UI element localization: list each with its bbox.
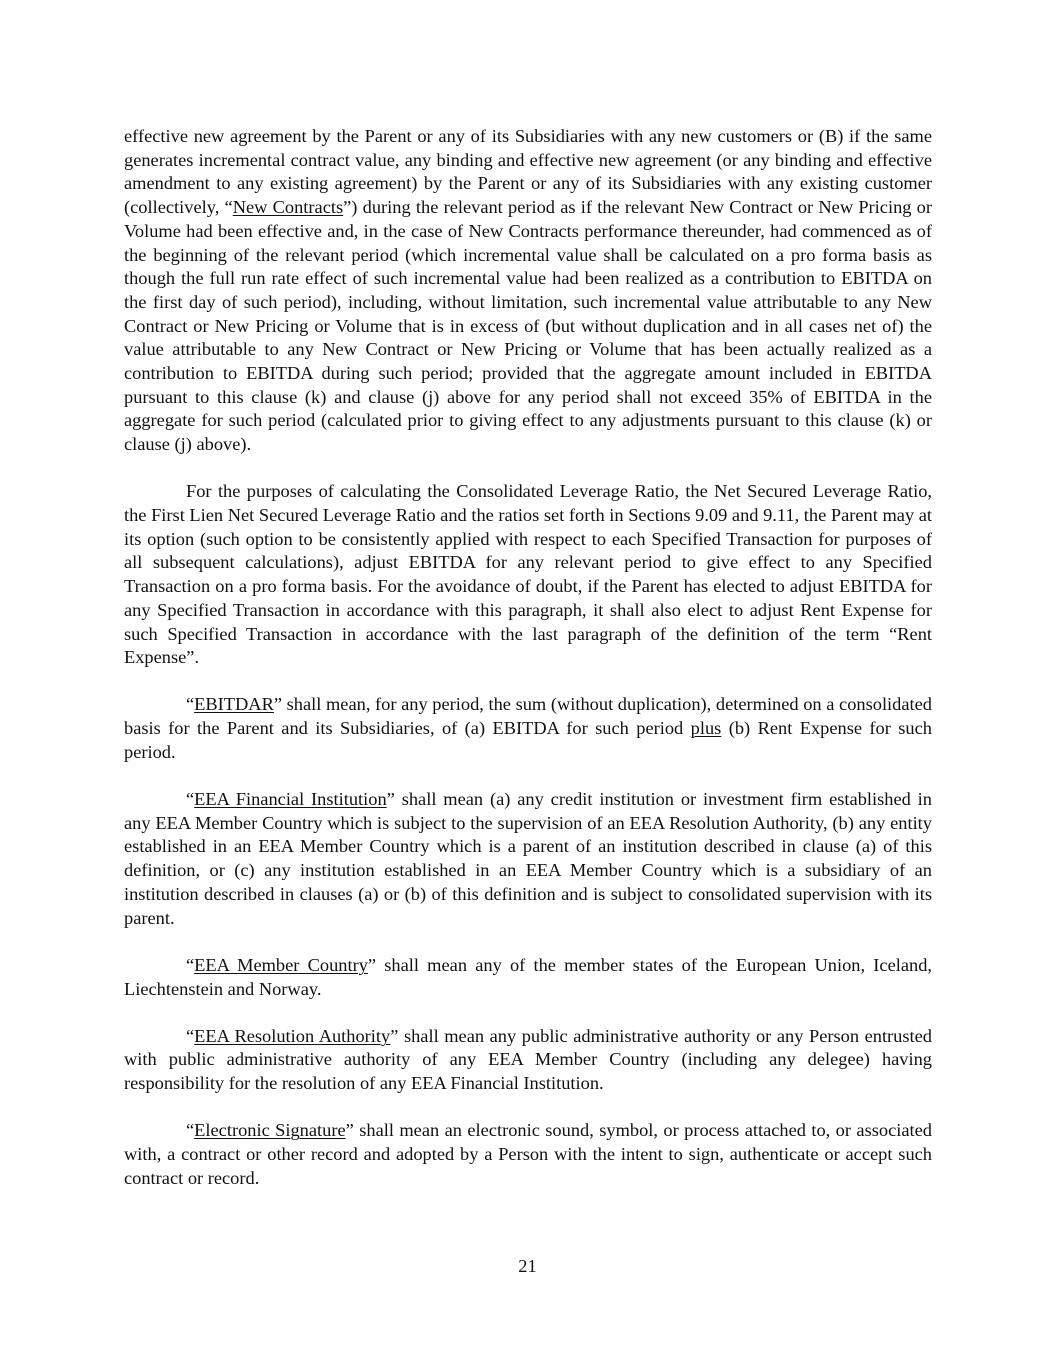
definition-ebitdar: “EBITDAR” shall mean, for any period, the sum (without duplication), determined on a consolidated basis for the Parent and its Subsidiaries, of (a) EBITDA for such period plus (b) Rent Expense for such period. — [124, 694, 932, 762]
definition-eea-member-country: “EEA Member Country” shall mean any of the member states of the European Union, Iceland, Liechtenstein and Norway. — [124, 954, 932, 999]
defined-term: New Contracts — [232, 197, 344, 218]
definition-eea-resolution-authority: “EEA Resolution Authority” shall mean any public administrative authority or any Person entrusted with public administrative authority of any EEA Member Country (including any delegee) having responsibility for the resolution of any EEA Financial Institution. — [124, 1025, 932, 1094]
defined-term: EBITDAR — [194, 694, 274, 715]
paragraph-new-contracts-continuation: effective new agreement by the Parent or any of its Subsidiaries with any new customers or (B) if the same generates incremental contract value, any binding and effective new agreement (or any binding and effective amendment to any existing agreement) by the Parent or any of its Subsidiaries with any existing customer (collectively, “New Contracts”) during the relevant period as if the relevant New Contract or New Pricing or Volume had been effective and, in the case of New Contracts performance thereunder, had commenced as of the beginning of the relevant period (which incremental value shall be calculated on a pro forma basis as though the full run rate effect of such incremental value had been realized as a contribution to EBITDA on the first day of such period), including, without limitation, such incremental value attributable to any New Contract or New Pricing or Volume that is in excess of (but without duplication and in all cases net of) the value attributable to any New Contract or New Pricing or Volume that has been actually realized as a contribution to EBITDA during such period; provided that the aggregate amount included in EBITDA pursuant to this clause (k) and clause (j) above for any period shall not exceed 35% of EBITDA in the aggregate for such period (calculated prior to giving effect to any adjustments pursuant to this clause (k) or clause (j) above). — [124, 126, 932, 455]
defined-term: EEA Resolution Authority — [194, 1025, 391, 1046]
page-number: 21 — [518, 1256, 537, 1276]
document-page — [124, 125, 932, 1214]
paragraph-pro-forma-adjustment: For the purposes of calculating the Consolidated Leverage Ratio, the Net Secured Leverage Ratio, the First Lien Net Secured Leverage Ratio and the ratios set forth in Sections 9.09 and 9.11, the Parent may at its option (such option to be consistently applied with respect to each Specified Transaction for purposes of all subsequent calculations), adjust EBITDA for any relevant period to give effect to any Specified Transaction on a pro forma basis. For the avoidance of doubt, if the Parent has elected to adjust EBITDA for any Specified Transaction in accordance with this paragraph, it shall also elect to adjust Rent Expense for such Specified Transaction in accordance with the last paragraph of the definition of the term “Rent Expense”. — [124, 481, 932, 668]
defined-term: Electronic Signature — [194, 1120, 346, 1141]
defined-term: plus — [690, 718, 722, 739]
defined-term: EEA Financial Institution — [194, 789, 387, 810]
defined-term: EEA Member Country — [194, 954, 368, 975]
definition-eea-financial-institution: “EEA Financial Institution” shall mean (a) any credit institution or investment firm established in any EEA Member Country which is subject to the supervision of an EEA Resolution Authority, (b) any entity established in an EEA Member Country which is a parent of an institution described in clause (a) of this definition, or (c) any institution established in an EEA Member Country which is a subsidiary of an institution described in clauses (a) or (b) of this definition and is subject to consolidated supervision with its parent. — [124, 789, 932, 928]
definition-electronic-signature: “Electronic Signature” shall mean an electronic sound, symbol, or process attached to, or associated with, a contract or other record and adopted by a Person with the intent to sign, authenticate or accept such contract or record. — [124, 1120, 932, 1188]
